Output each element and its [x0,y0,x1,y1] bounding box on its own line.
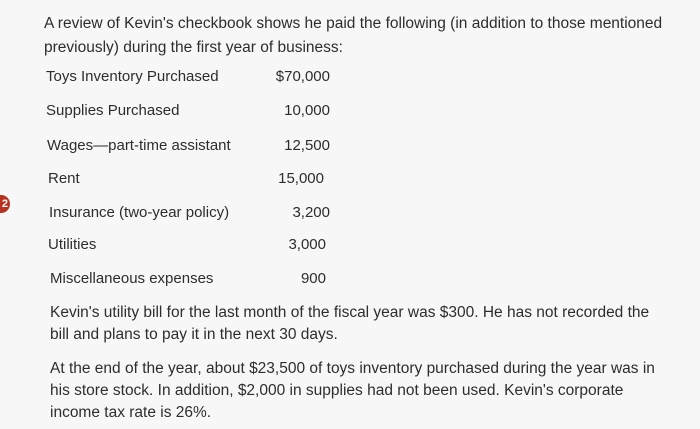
payment-label: Supplies Purchased [46,102,180,119]
payment-amount: 900 [300,270,326,287]
utility-bill-paragraph: Kevin's utility bill for the last month of the fiscal year was $300. He has not recorded the bill and plans to pay it in the next 30 days. [50,304,650,343]
year-end-paragraph: At the end of the year, about $23,500 of toys inventory purchased during the year was in his store stock. In addition, $2,000 in supplies had not been used. Kevin's corporate income tax rate is 26%. [50,360,655,421]
payment-row-rent [0,167,340,191]
payment-amount: 10,000 [284,102,330,119]
payment-amount: 3,200 [292,204,330,221]
payment-label: Rent [48,170,80,187]
payment-row-insurance [0,201,340,225]
payment-row-miscellaneous [0,267,340,291]
payment-amount: 15,000 [278,170,324,187]
payment-label: Toys Inventory Purchased [46,68,219,85]
payment-label: Wages—part-time assistant [47,137,231,154]
payment-label: Utilities [48,236,97,253]
payment-row-wages [0,134,340,158]
payment-label: Miscellaneous expenses [50,270,214,287]
payment-row-utilities [0,233,340,257]
payment-row-toys-inventory [0,65,340,89]
payment-row-supplies [0,99,340,123]
payment-amount: 12,500 [284,137,330,154]
payment-amount: 3,000 [288,236,326,253]
payment-label: Insurance (two-year policy) [49,204,230,221]
question-number-badge: 2 [0,195,10,213]
intro-text: A review of Kevin's checkbook shows he paid the following (in addition to those mentioned previously) during the first year of business: [44,15,663,56]
payment-amount: $70,000 [275,68,330,85]
